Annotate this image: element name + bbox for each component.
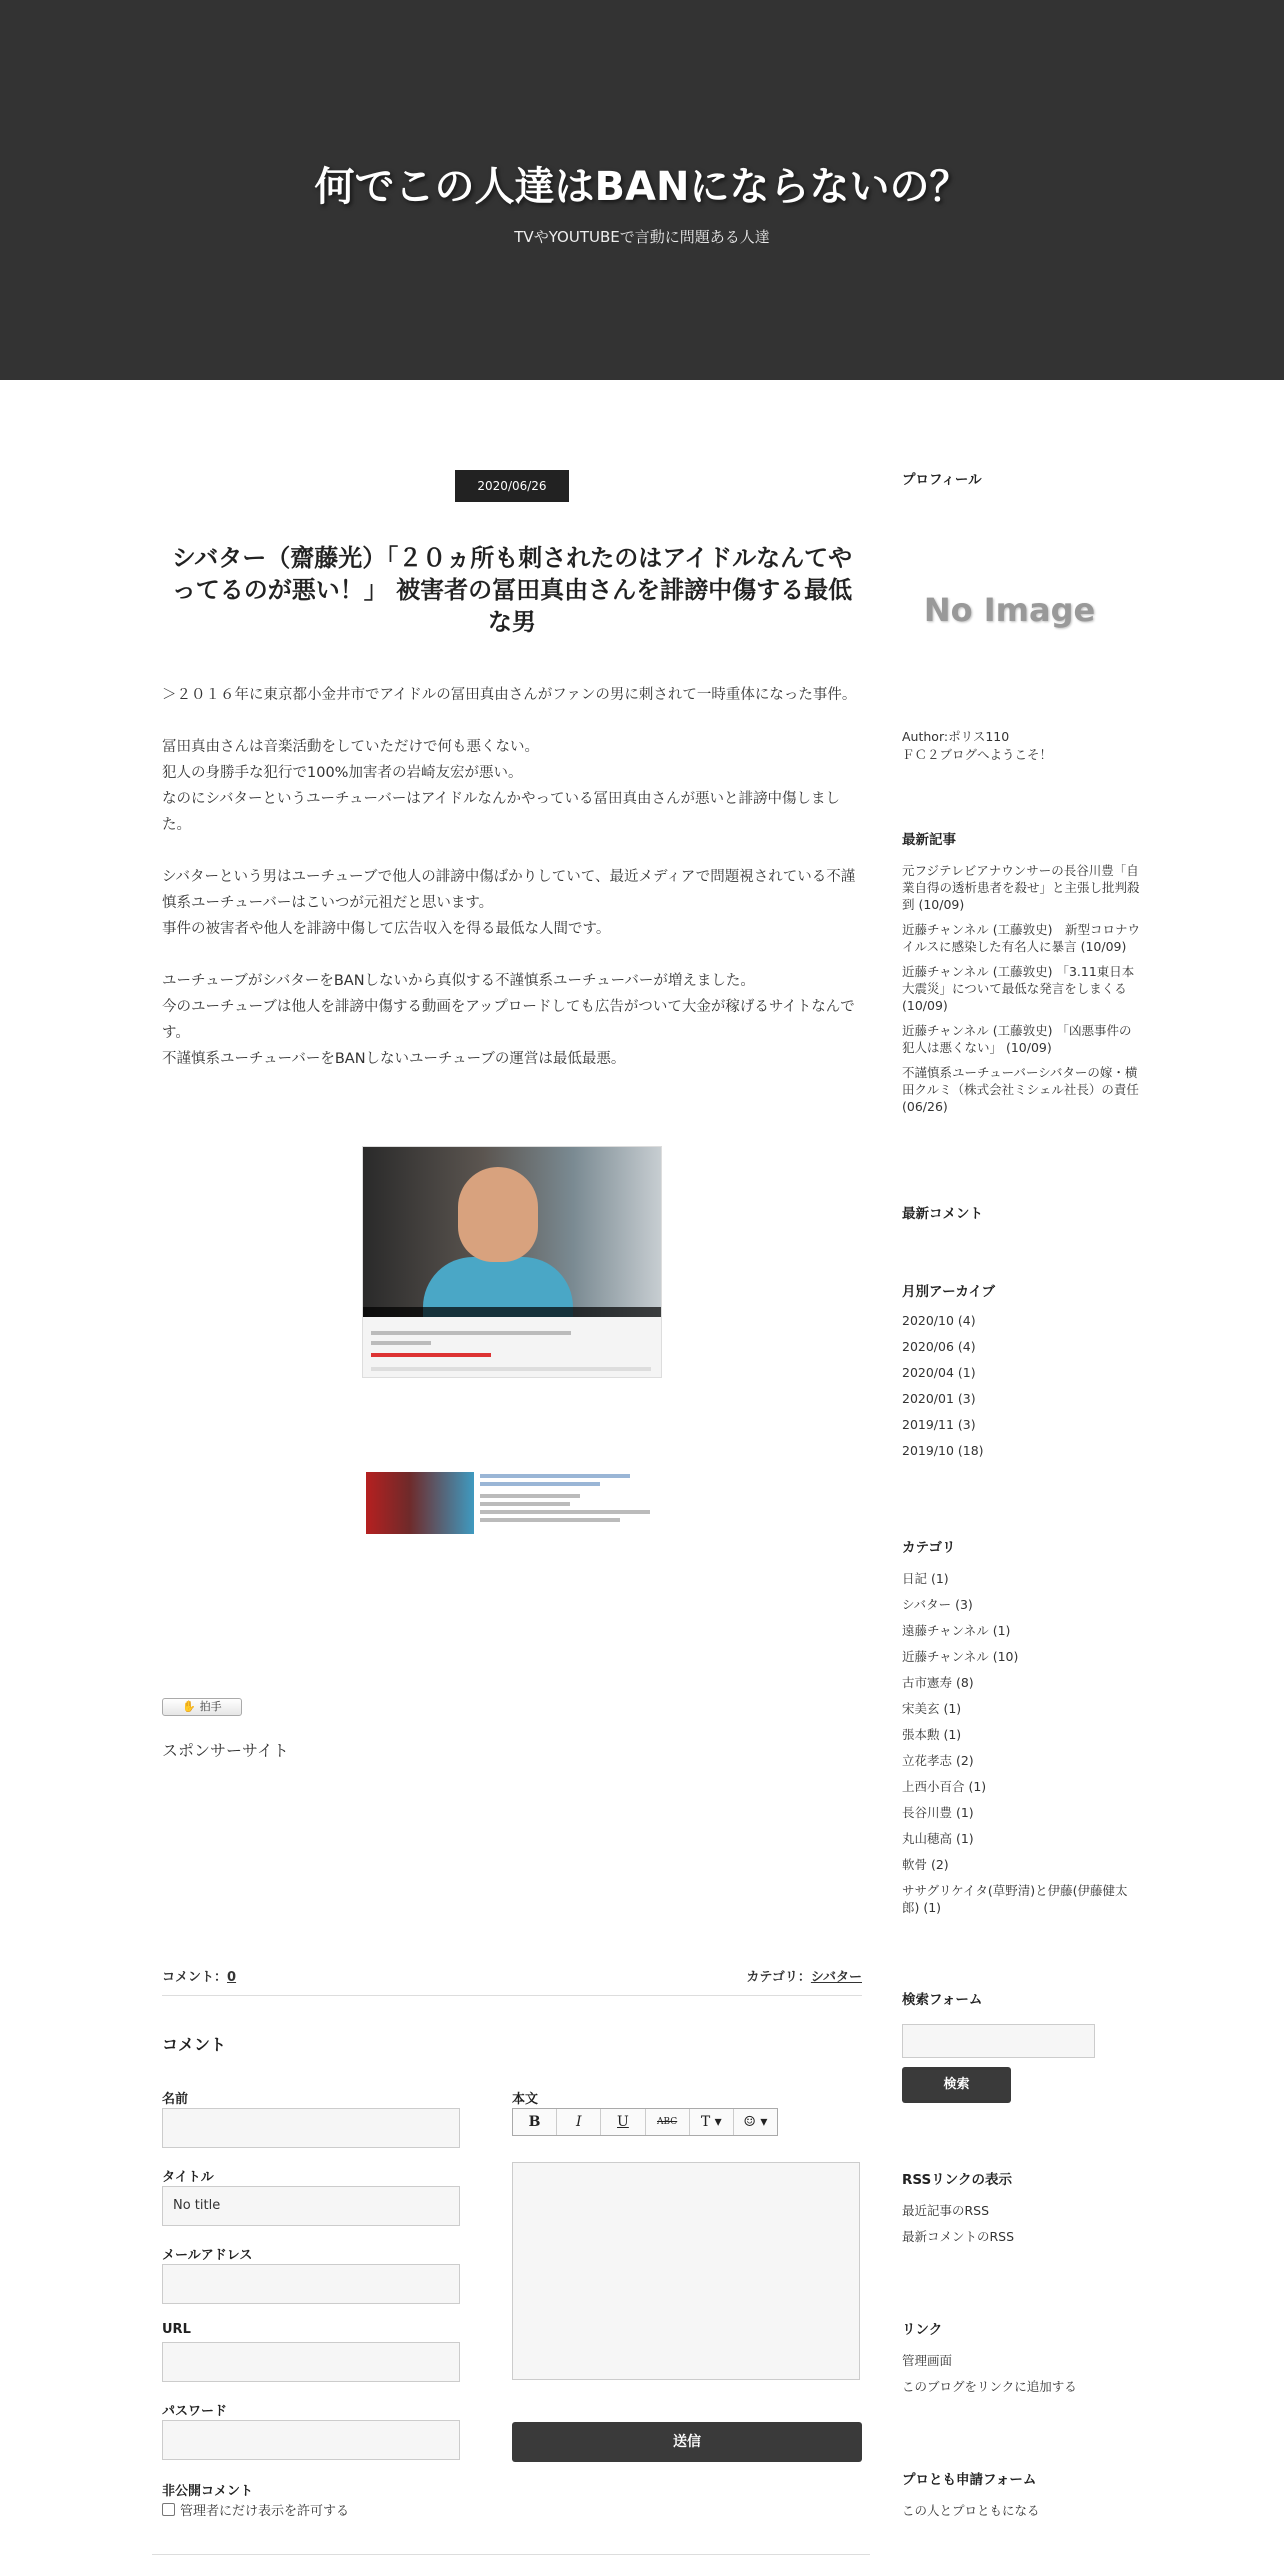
recent-post-link[interactable]: 近藤チャンネル (工藤敦史) 新型コロナウイルスに感染した有名人に暴言 (10/09) (902, 922, 1140, 954)
strikethrough-button[interactable]: ABC (646, 2109, 690, 2135)
category-link[interactable]: 遠藤チャンネル (1) (902, 1623, 1011, 1638)
clap-icon: ✋ (182, 1700, 197, 1713)
entry-paragraph (162, 942, 862, 968)
category-link[interactable]: 上西小百合 (1) (902, 1779, 987, 1794)
url-label: URL (162, 2322, 191, 2337)
url-field[interactable] (162, 2342, 460, 2382)
private-comment-label: 非公開コメント (162, 2484, 254, 2499)
submit-button[interactable]: 送信 (512, 2422, 862, 2462)
archive-link[interactable]: 2019/11 (3) (902, 1417, 976, 1432)
recent-posts-list (902, 862, 1142, 1123)
archive-link[interactable]: 2020/06 (4) (902, 1339, 976, 1354)
comment-form-heading: コメント (162, 2035, 227, 2054)
title-label: タイトル (162, 2170, 214, 2185)
sidebar-link[interactable]: このブログをリンクに追加する (902, 2379, 1077, 2394)
profile-no-image: No Image (923, 591, 1096, 629)
comment-count-link[interactable]: 0 (227, 1970, 237, 1985)
archive-link[interactable]: 2019/10 (18) (902, 1443, 984, 1458)
rss-heading: RSSリンクの表示 (902, 2172, 1012, 2188)
entry-paragraph: 犯人の身勝手な犯行で100%加害者の岩崎友宏が悪い。 (162, 765, 523, 781)
comment-body-textarea[interactable] (512, 2162, 860, 2380)
archive-link[interactable]: 2020/01 (3) (902, 1391, 976, 1406)
sponsor-label: スポンサーサイト (162, 1741, 289, 1760)
search-input[interactable] (902, 2024, 1095, 2058)
entry-body (162, 682, 862, 1072)
category-link[interactable]: 張本勲 (1) (902, 1727, 962, 1742)
archive-link[interactable]: 2020/04 (1) (902, 1365, 976, 1380)
italic-button[interactable]: I (557, 2109, 601, 2135)
password-field[interactable] (162, 2420, 460, 2460)
video-frame (363, 1147, 662, 1317)
clap-button[interactable] (162, 1698, 242, 1716)
divider (152, 2554, 870, 2555)
archive-link[interactable]: 2020/10 (4) (902, 1313, 976, 1328)
categories-heading: カテゴリ (902, 1540, 956, 1556)
recent-post-link[interactable]: 近藤チャンネル (工藤敦史) 「3.11東日本大震災」について最低な発言をしまくる (10/09) (902, 964, 1135, 1013)
entry-paragraph: なのにシバターというユーチューバーはアイドルなんかやっている冨田真由さんが悪いと誹謗中傷しました。 (162, 791, 841, 833)
entry-title[interactable]: シバター（齋藤光）「２０ヵ所も刺されたのはアイドルなんてやってるのが悪い！」 被害者の冨田真由さんを誹謗中傷する最低な男 (171, 544, 853, 636)
entry-paragraph: 冨田真由さんは音楽活動をしていただけで何も悪くない。 (162, 739, 539, 755)
friends-form-heading: プロとも申請フォーム (902, 2472, 1037, 2488)
category-link[interactable]: 丸山穂高 (1) (902, 1831, 974, 1846)
category-link[interactable]: 長谷川豊 (1) (902, 1805, 974, 1820)
entry-paragraph: ＞２０１６年に東京都小金井市でアイドルの冨田真由さんがファンの男に刺されて一時重体になった事件。 (162, 687, 857, 703)
clap-label: 拍手 (199, 1700, 222, 1713)
archives-heading: 月別アーカイブ (902, 1284, 996, 1300)
emoji-button[interactable]: ☺ ▾ (743, 2114, 768, 2130)
body-label: 本文 (512, 2092, 539, 2107)
name-field[interactable] (162, 2108, 460, 2148)
links-list (902, 2352, 1142, 2404)
private-checkbox[interactable] (162, 2503, 175, 2516)
entry-paragraph: ユーチューブがシバターをBANしないから真似する不謹慎系ユーチューバーが増えました。 (162, 973, 755, 989)
profile-welcome: ＦＣ２ブログへようこそ！ (902, 747, 1053, 762)
recent-post-link[interactable]: 不謹慎系ユーチューバーシバターの嫁・横田クルミ（株式会社ミシェル社長）の責任 (06/26) (902, 1065, 1139, 1114)
private-checkbox-label: 管理者にだけ表示を許可する (180, 2504, 350, 2519)
rss-link[interactable]: 最近記事のRSS (902, 2203, 990, 2218)
bold-button[interactable]: B (513, 2109, 557, 2135)
category-link[interactable]: ササグリケイタ(草野清)と伊藤(伊藤健太郎) (1) (902, 1883, 1128, 1915)
entry-paragraph: 不謹慎系ユーチューバーをBANしないユーチューブの運営は最低最悪。 (162, 1051, 626, 1067)
underline-button[interactable]: U (601, 2109, 645, 2135)
entry-meta (162, 1964, 862, 1996)
editor-toolbar (512, 2108, 778, 2136)
category-link[interactable]: 古市憲寿 (8) (902, 1675, 974, 1690)
archives-list (902, 1312, 1142, 1468)
rss-list (902, 2202, 1142, 2254)
site-header (0, 0, 1284, 380)
category-link[interactable]: シバター (3) (902, 1597, 973, 1612)
friend-request-link[interactable]: この人とプロともになる (902, 2503, 1040, 2518)
categories-list (902, 1570, 1142, 1925)
password-label: パスワード (162, 2404, 228, 2419)
recent-posts-heading: 最新記事 (902, 832, 956, 848)
profile-author: Author:ポリス110 (902, 729, 1010, 744)
entry-paragraph: 今のユーチューブは他人を誹謗中傷する動画をアップロードしても広告がついて大金が稼げるサイトなんです。 (162, 999, 855, 1041)
text-color-button[interactable]: T ▾ (690, 2109, 734, 2135)
rss-link[interactable]: 最新コメントのRSS (902, 2229, 1015, 2244)
site-title[interactable]: 何でこの人達はBANにならないの？ (314, 164, 970, 210)
entry-paragraph: 事件の被害者や他人を誹謗中傷して広告収入を得る最低な人間です。 (162, 921, 611, 937)
video-link-image[interactable] (366, 1472, 660, 1534)
recent-post-link[interactable]: 近藤チャンネル (工藤敦史) 「凶悪事件の犯人は悪くない」 (10/09) (902, 1023, 1132, 1055)
private-comment-option[interactable] (162, 2500, 349, 2519)
email-field[interactable] (162, 2264, 460, 2304)
category-link[interactable]: 近藤チャンネル (10) (902, 1649, 1019, 1664)
profile-heading: プロフィール (902, 472, 982, 488)
links-heading: リンク (902, 2322, 943, 2338)
entry-paragraph (162, 838, 862, 864)
category-link[interactable]: 日記 (1) (902, 1571, 949, 1586)
sidebar-link[interactable]: 管理画面 (902, 2353, 953, 2368)
recent-post-link[interactable]: 元フジテレビアナウンサーの長谷川豊「自業自得の透析患者を殺せ」と主張し批判殺到 (10/09) (902, 863, 1140, 912)
title-field[interactable]: No title (162, 2186, 460, 2226)
entry-paragraph: シバターという男はユーチューブで他人の誹謗中傷ばかりしていて、最近メディアで問題視されている不謹慎系ユーチューバーはこいつが元祖だと思います。 (162, 869, 856, 911)
search-button[interactable]: 検索 (902, 2067, 1011, 2103)
category-link[interactable]: シバター (810, 1970, 862, 1985)
category-link[interactable]: 軟骨 (2) (902, 1857, 949, 1872)
entry-paragraph (162, 708, 862, 734)
category-link[interactable]: 宋美玄 (1) (902, 1701, 962, 1716)
site-description: TVやYOUTUBEで言動に問題ある人達 (514, 228, 770, 246)
friends-list (902, 2502, 1142, 2528)
video-screenshot-image[interactable] (362, 1146, 662, 1378)
email-label: メールアドレス (162, 2248, 253, 2263)
category-link[interactable]: 立花孝志 (2) (902, 1753, 974, 1768)
name-label: 名前 (162, 2092, 189, 2107)
category-label: カテゴリ： (746, 1970, 811, 1985)
comment-count-label: コメント： (162, 1970, 228, 1985)
entry-date-badge: 2020/06/26 (455, 470, 569, 502)
recent-comments-heading: 最新コメント (902, 1206, 983, 1222)
search-heading: 検索フォーム (902, 1992, 983, 2008)
